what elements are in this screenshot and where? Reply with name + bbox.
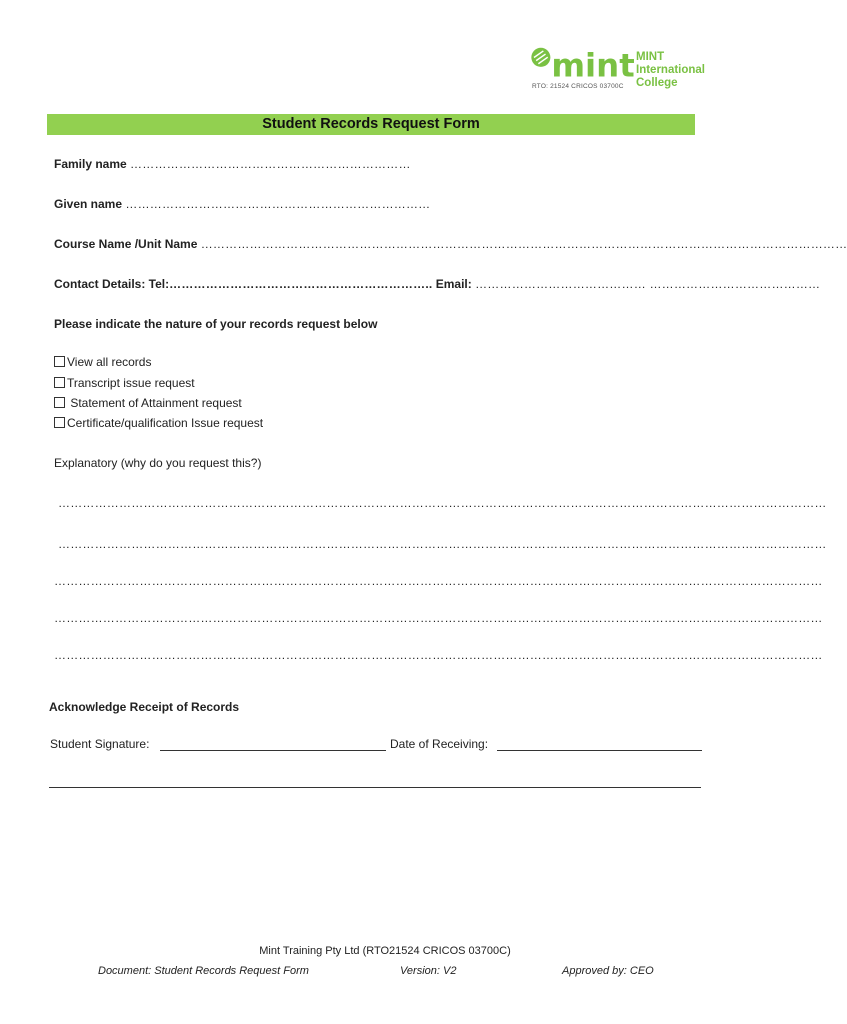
footer-company: Mint Training Pty Ltd (RTO21524 CRICOS 03700C): [259, 945, 511, 957]
extra-signature-line[interactable]: [49, 787, 701, 788]
college-logo: [528, 42, 713, 98]
form-title: Student Records Request Form: [262, 116, 480, 132]
logo-line-3: College: [636, 77, 678, 89]
course-line[interactable]: ……………………………………………………………………………………………………………………………………………: [200, 237, 847, 251]
explanatory-line-1[interactable]: ………………………………………………………………………………………………………………………………………………………………………: [58, 496, 827, 510]
checkbox[interactable]: [54, 356, 65, 367]
option-label: View all records: [67, 355, 152, 369]
option-label: Transcript issue request: [67, 376, 195, 390]
footer-version: Version: V2: [400, 965, 457, 977]
email-label: Email:: [435, 277, 472, 291]
logo-wordmark: mint: [551, 46, 635, 85]
option-statement[interactable]: [54, 396, 242, 410]
option-certificate[interactable]: [54, 416, 263, 430]
explanatory-line-3[interactable]: ………………………………………………………………………………………………………………………………………………………………………: [54, 574, 823, 588]
footer-approved: Approved by: CEO: [562, 965, 654, 977]
course-field[interactable]: [54, 237, 847, 251]
logo-line-1: MINT: [636, 51, 665, 63]
date-line[interactable]: [497, 750, 702, 751]
option-view-all[interactable]: [54, 355, 151, 369]
explanatory-line-5[interactable]: ………………………………………………………………………………………………………………………………………………………………………: [54, 648, 823, 662]
explanatory-label: Explanatory (why do you request this?): [54, 456, 262, 470]
contact-label: Contact Details: Tel:: [54, 277, 170, 291]
given-name-label: Given name: [54, 197, 123, 211]
mint-logo-icon: [528, 44, 635, 85]
logo-rto-text: RTO: 21524 CRICOS 03700C: [532, 83, 624, 90]
footer-document: Document: Student Records Request Form: [98, 965, 309, 977]
checkbox[interactable]: [54, 377, 65, 388]
acknowledge-heading: Acknowledge Receipt of Records: [49, 700, 240, 714]
contact-tel-line[interactable]: ………………………………………………………..: [169, 277, 433, 291]
title-bar: [47, 114, 695, 135]
signature-line[interactable]: [160, 750, 386, 751]
date-label: Date of Receiving:: [390, 737, 489, 751]
contact-field[interactable]: [54, 277, 821, 291]
given-name-line[interactable]: …………………………………………………………………: [125, 197, 431, 211]
given-name-field[interactable]: [54, 197, 430, 211]
option-label: Statement of Attainment request: [67, 396, 242, 410]
option-transcript[interactable]: [54, 376, 195, 390]
email-line[interactable]: …………………………………… ……………………………………: [475, 277, 821, 291]
explanatory-line-2[interactable]: ………………………………………………………………………………………………………………………………………………………………………: [58, 537, 827, 551]
explanatory-line-4[interactable]: ………………………………………………………………………………………………………………………………………………………………………: [54, 611, 823, 625]
signature-label: Student Signature:: [50, 737, 150, 751]
logo-line-2: International: [636, 64, 706, 76]
family-name-label: Family name: [54, 157, 127, 171]
logo-college-name: [636, 51, 705, 90]
course-label: Course Name /Unit Name: [54, 237, 198, 251]
option-label: Certificate/qualification Issue request: [67, 416, 264, 430]
family-name-field[interactable]: [54, 157, 411, 171]
family-name-line[interactable]: ……………………………………………………………: [130, 157, 411, 171]
checkbox[interactable]: [54, 417, 65, 428]
nature-heading: Please indicate the nature of your records request below: [54, 317, 378, 331]
checkbox[interactable]: [54, 397, 65, 408]
